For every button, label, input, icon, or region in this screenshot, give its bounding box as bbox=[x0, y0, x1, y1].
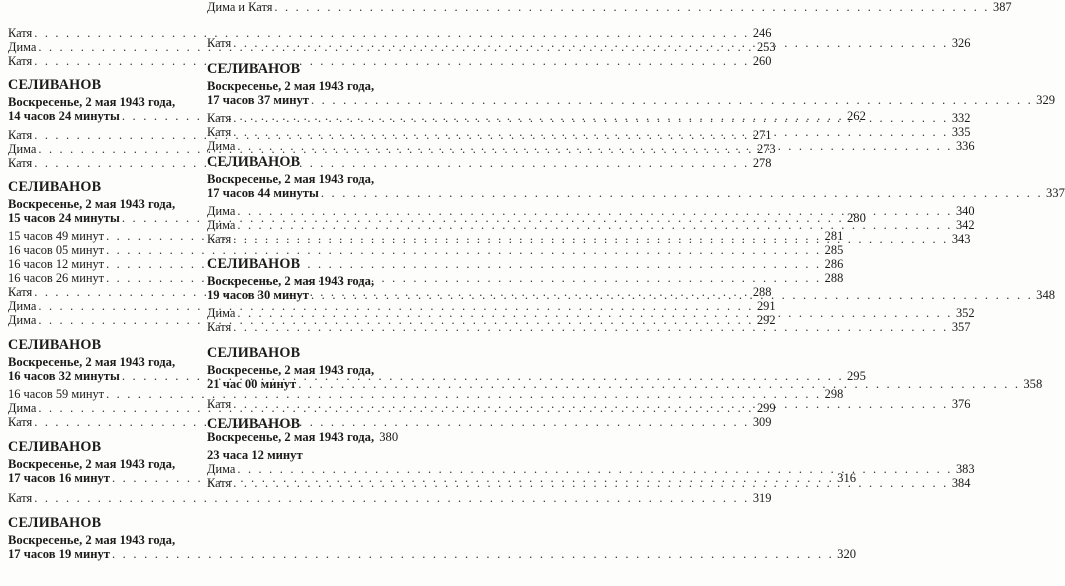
page-number: 380 bbox=[379, 430, 399, 444]
page-number: 348 bbox=[1036, 288, 1056, 302]
toc-entry bbox=[8, 128, 772, 142]
toc-entry bbox=[8, 387, 844, 401]
page-number: 292 bbox=[756, 313, 776, 327]
toc-label: 16 часов 12 минут bbox=[8, 257, 105, 271]
toc-entry bbox=[8, 142, 776, 156]
page-number: 329 bbox=[1036, 93, 1056, 107]
page-number: 246 bbox=[752, 26, 772, 40]
toc-label: СЕЛИВАНОВ bbox=[207, 345, 301, 361]
page-number: 262 bbox=[846, 109, 866, 123]
toc-label: Воскресенье, 2 мая 1943 года, bbox=[207, 274, 375, 288]
page-number: 295 bbox=[846, 369, 866, 383]
toc-label: Дима bbox=[207, 218, 236, 232]
page-number: 319 bbox=[752, 491, 772, 505]
page-number: 340 bbox=[955, 204, 975, 218]
dot-leader bbox=[237, 218, 952, 232]
toc-label: Воскресенье, 2 мая 1943 года, bbox=[8, 457, 176, 471]
page-number: 299 bbox=[756, 401, 776, 415]
toc-label: СЕЛИВАНОВ bbox=[207, 416, 301, 432]
toc-entry bbox=[207, 0, 1012, 14]
toc-label: 23 часа 12 минут bbox=[207, 448, 303, 462]
toc-label: Дима bbox=[8, 40, 37, 54]
section-subheading bbox=[207, 448, 391, 462]
page-number: 357 bbox=[951, 320, 971, 334]
toc-label: 17 часов 44 минуты bbox=[207, 186, 319, 200]
dot-leader bbox=[34, 54, 749, 68]
toc-entry bbox=[207, 462, 975, 476]
toc-label: 16 часов 05 минут bbox=[8, 243, 105, 257]
toc-label: Дима bbox=[207, 139, 236, 153]
page-number: 320 bbox=[837, 547, 857, 561]
toc-label: Дима и Катя bbox=[207, 0, 273, 14]
toc-label: 14 часов 24 минуты bbox=[8, 109, 120, 123]
toc-label: СЕЛИВАНОВ bbox=[207, 154, 301, 170]
page-number: 352 bbox=[955, 306, 975, 320]
dot-leader bbox=[274, 0, 989, 14]
toc-label: СЕЛИВАНОВ bbox=[8, 337, 102, 353]
toc-label: Катя bbox=[8, 415, 33, 429]
toc-label: Воскресенье, 2 мая 1943 года, bbox=[8, 95, 176, 109]
page-number: 286 bbox=[824, 257, 844, 271]
dot-leader bbox=[233, 232, 948, 246]
toc-label: Воскресенье, 2 мая 1943 года, bbox=[8, 355, 176, 369]
dot-leader bbox=[34, 156, 749, 170]
page-number: 342 bbox=[955, 218, 975, 232]
toc-label: Дима bbox=[207, 462, 236, 476]
page-number: 260 bbox=[752, 54, 772, 68]
dot-leader bbox=[233, 125, 948, 139]
page-number: 288 bbox=[752, 285, 772, 299]
dot-leader bbox=[34, 415, 749, 429]
dot-leader bbox=[112, 547, 834, 561]
dot-leader bbox=[321, 186, 1043, 200]
toc-label: СЕЛИВАНОВ bbox=[8, 515, 102, 531]
toc-label: 16 часов 26 минут bbox=[8, 271, 105, 285]
dot-leader bbox=[298, 377, 1020, 391]
section-heading bbox=[207, 256, 391, 273]
section-subheading-entry bbox=[8, 547, 857, 561]
section-heading bbox=[8, 439, 195, 456]
toc-label: Воскресенье, 2 мая 1943 года, bbox=[8, 197, 176, 211]
toc-label: 16 часов 59 минут bbox=[8, 387, 105, 401]
toc-entry bbox=[8, 299, 776, 313]
toc-label: СЕЛИВАНОВ bbox=[8, 179, 102, 195]
toc-label: СЕЛИВАНОВ bbox=[207, 61, 301, 77]
page-number: 376 bbox=[951, 397, 971, 411]
page-number: 278 bbox=[752, 156, 772, 170]
page-number: 343 bbox=[951, 232, 971, 246]
toc-label: СЕЛИВАНОВ bbox=[8, 77, 102, 93]
dot-leader bbox=[237, 139, 952, 153]
section-subheading bbox=[8, 457, 195, 471]
dot-leader bbox=[237, 204, 952, 218]
toc-label: 17 часов 16 минут bbox=[8, 471, 110, 485]
page-number: 271 bbox=[752, 128, 772, 142]
section-subheading bbox=[8, 197, 195, 211]
page-number: 326 bbox=[951, 36, 971, 50]
toc-label: Катя bbox=[207, 36, 232, 50]
toc-label: 17 часов 19 минут bbox=[8, 547, 110, 561]
toc-label: Воскресенье, 2 мая 1943 года, bbox=[207, 363, 375, 377]
toc-label: Катя bbox=[207, 320, 232, 334]
toc-label: 21 час 00 минут bbox=[207, 377, 297, 391]
dot-leader bbox=[233, 111, 948, 125]
page-number: 383 bbox=[955, 462, 975, 476]
toc-label: 19 часов 30 минут bbox=[207, 288, 309, 302]
toc-label: Катя bbox=[8, 491, 33, 505]
toc-label: СЕЛИВАНОВ bbox=[207, 256, 301, 272]
toc-label: Дима bbox=[8, 313, 37, 327]
section-heading bbox=[8, 515, 195, 532]
section-subheading-entry bbox=[207, 377, 1043, 391]
dot-leader bbox=[311, 93, 1033, 107]
toc-label: Катя bbox=[8, 285, 33, 299]
page-number: 309 bbox=[752, 415, 772, 429]
toc-label: Дима bbox=[207, 306, 236, 320]
section-subheading bbox=[8, 533, 195, 547]
section-heading bbox=[207, 345, 391, 362]
page-number: 336 bbox=[955, 139, 975, 153]
section-heading bbox=[8, 179, 195, 196]
section-heading bbox=[207, 61, 391, 78]
section-subheading bbox=[207, 274, 391, 288]
toc-label: 17 часов 37 минут bbox=[207, 93, 309, 107]
page-number: 253 bbox=[756, 40, 776, 54]
toc-label: Воскресенье, 2 мая 1943 года, bbox=[207, 79, 375, 93]
page-number: 298 bbox=[824, 387, 844, 401]
page-number: 280 bbox=[846, 211, 866, 225]
section-heading bbox=[8, 337, 195, 354]
section-subheading bbox=[207, 363, 391, 377]
toc-label: Дима bbox=[8, 401, 37, 415]
dot-leader bbox=[233, 320, 948, 334]
toc-label: Катя bbox=[8, 54, 33, 68]
page-number: 288 bbox=[824, 271, 844, 285]
toc-label: Катя bbox=[207, 125, 232, 139]
dot-leader bbox=[233, 397, 948, 411]
page-number: 316 bbox=[837, 471, 857, 485]
page-number: 273 bbox=[756, 142, 776, 156]
section-subheading bbox=[8, 355, 195, 369]
section-heading bbox=[207, 154, 391, 171]
toc-label: 16 часов 32 минуты bbox=[8, 369, 120, 383]
toc-label: Катя bbox=[8, 128, 33, 142]
page-number: 285 bbox=[824, 243, 844, 257]
page-number: 335 bbox=[951, 125, 971, 139]
toc-label: Дима bbox=[8, 142, 37, 156]
toc-label: 15 часов 49 минут bbox=[8, 229, 105, 243]
section-subheading-entry bbox=[207, 93, 1056, 107]
toc-label: Катя bbox=[8, 156, 33, 170]
toc-label: Воскресенье, 2 мая 1943 года, bbox=[207, 172, 375, 186]
dot-leader bbox=[237, 306, 952, 320]
toc-label: Катя bbox=[207, 476, 232, 490]
toc-label: Катя bbox=[207, 232, 232, 246]
toc-entry bbox=[8, 54, 772, 68]
toc-label: Воскресенье, 2 мая 1943 года, bbox=[8, 533, 176, 547]
page-number: 291 bbox=[756, 299, 776, 313]
page-number: 332 bbox=[951, 111, 971, 125]
section-subheading bbox=[8, 95, 195, 109]
toc-label: Катя bbox=[8, 26, 33, 40]
page-number: 387 bbox=[993, 0, 1012, 14]
toc-entry bbox=[8, 26, 772, 40]
section-heading bbox=[8, 77, 195, 94]
toc-entry bbox=[8, 243, 844, 257]
dot-leader bbox=[237, 462, 952, 476]
page-number: 281 bbox=[824, 229, 844, 243]
toc-label: Дима bbox=[8, 299, 37, 313]
toc-label: Катя bbox=[207, 397, 232, 411]
dot-leader bbox=[311, 288, 1033, 302]
toc-label: Дима bbox=[207, 204, 236, 218]
page-number: 337 bbox=[1045, 186, 1065, 200]
page-number: 358 bbox=[1023, 377, 1043, 391]
toc-label: 15 часов 24 минуты bbox=[8, 211, 120, 225]
dot-leader bbox=[34, 491, 749, 505]
section-subheading bbox=[207, 79, 391, 93]
section-subheading bbox=[207, 172, 391, 186]
dot-leader bbox=[233, 476, 948, 490]
toc-label: СЕЛИВАНОВ bbox=[8, 439, 102, 455]
toc-label: Катя bbox=[207, 111, 232, 125]
section-subheading-entry bbox=[207, 430, 399, 444]
page-number: 384 bbox=[951, 476, 971, 490]
section-subheading-entry bbox=[207, 186, 1065, 200]
dot-leader bbox=[233, 36, 948, 50]
toc-label: Воскресенье, 2 мая 1943 года, bbox=[207, 430, 375, 444]
toc-entry bbox=[8, 491, 772, 505]
